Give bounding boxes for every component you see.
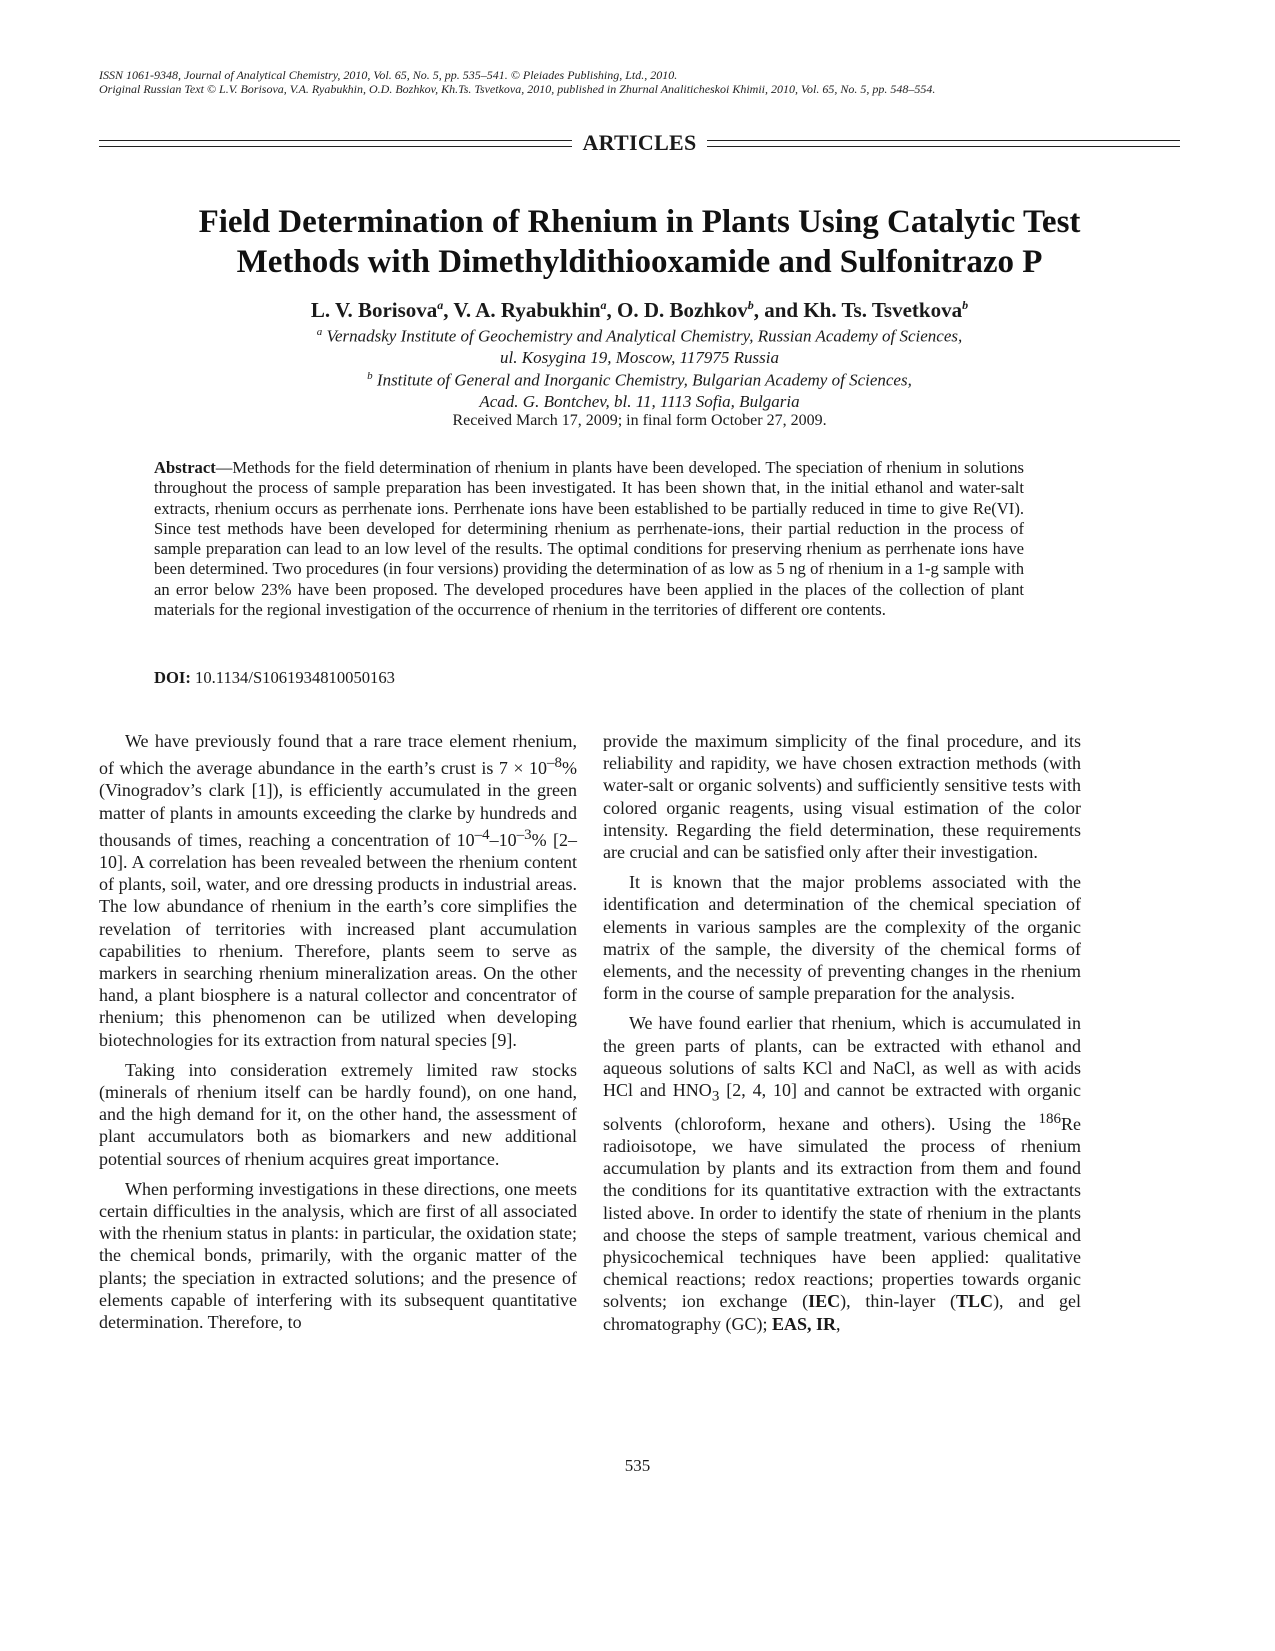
- affiliation-a: [99, 322, 1180, 368]
- affiliation-line: ul. Kosygina 19, Moscow, 117975 Russia: [500, 347, 779, 367]
- author-affil-mark: b: [962, 298, 969, 312]
- affiliation-line: Vernadsky Institute of Geochemistry and Analytical Chemistry, Russian Academy of Sciences,: [326, 326, 963, 346]
- author-name: Kh. Ts. Tsvetkova: [803, 298, 963, 322]
- page-number: 535: [624, 1456, 651, 1475]
- article-title: [99, 202, 1180, 282]
- doi-label: DOI:: [154, 668, 191, 687]
- abstract: [154, 458, 1024, 620]
- author-separator: ,: [606, 298, 618, 322]
- body-paragraph: We have previously found that a rare trace element rhenium, of which the average abundance in the earth’s crust is $7 \times 10^{-8}\%$ (Vinogradov’s clark [1]), is efficiently accumulated in the green matter of plants in amounts exceeding the clarke by hundreds and thousands of times, reaching a concentration of $10^{-4}-10^{-3}\%$ [2–10]. A correlation has been revealed between the rhenium content of plants, soil, water, and ore dressing products in industrial areas. The low abundance of rhenium in the earth’s core simplifies the revelation of territories with increased plant accumulation capabilities to rhenium. Therefore, plants seem to serve as markers in searching rhenium mineralization areas. On the other hand, a plant biosphere is a natural collector and concentrator of rhenium; this phenomenon can be utilized when developing biotechnologies for its extraction from natural species [9].: [99, 731, 577, 1050]
- doi: [154, 667, 395, 688]
- abstract-text: Methods for the field determination of rhenium in plants have been developed. The speciation of rhenium in solutions throughout the process of sample preparation has been investigated. It has been shown that, in the initial ethanol and water-salt extracts, rhenium occurs as perrhenate ions. Perrhenate ions have been established to be partially reduced in time to give Re(VI). Since test methods have been developed for determining rhenium as perrhenate-ions, their partial reduction in the process of sample preparation can lead to an low level of the results. The optimal conditions for preserving rhenium as perrhenate ions have been determined. Two procedures (in four versions) providing the determination of as low as 5 ng of rhenium in a 1-g sample with an error below 23% have been proposed. The developed procedures have been applied in the places of the collection of plant materials for the regional investigation of the occurrence of rhenium in the territories of different ore contents.: [154, 458, 1024, 620]
- author-affil-mark: a: [437, 298, 444, 312]
- affiliation-line: Acad. G. Bontchev, bl. 11, 1113 Sofia, Bulgaria: [479, 391, 800, 411]
- section-label: ARTICLES: [582, 130, 697, 155]
- original-text-note: Original Russian Text © L.V. Borisova, V.A. Ryabukhin, O.D. Bozhkov, Kh.Ts. Tsvetkova, 2010, published in Zhurnal Analiticheskoi Khimii, 2010, Vol. 65, No. 5, pp. 548–554.: [99, 82, 936, 96]
- affiliation-mark: a: [316, 326, 323, 338]
- doi-value: 10.1134/S1061934810050163: [195, 668, 395, 687]
- rule-right: [707, 140, 1180, 147]
- author-name: V. A. Ryabukhin: [453, 298, 601, 322]
- affiliation-line: Institute of General and Inorganic Chemistry, Bulgarian Academy of Sciences,: [376, 370, 912, 390]
- abstract-dash: —: [215, 458, 233, 477]
- body-column-right: [603, 730, 1081, 1343]
- body-column-left: [99, 730, 577, 1341]
- journal-header: [99, 68, 1179, 96]
- author-name: L. V. Borisova: [310, 298, 438, 322]
- author-separator: ,: [443, 298, 454, 322]
- received-dates: Received March 17, 2009; in final form October 27, 2009.: [452, 412, 827, 429]
- body-paragraph: Taking into consideration extremely limited raw stocks (minerals of rhenium itself can be hardly found), on one hand, and the high demand for it, on the other hand, the assessment of plant accumulators both as biomarkers and new additional potential sources of rhenium acquires great importance.: [99, 1059, 577, 1169]
- body-paragraph: It is known that the major problems associated with the identification and determination of the chemical speciation of elements in various samples are the complexity of the organic matrix of the sample, the diversity of the chemical forms of elements, and the necessity of preventing changes in the rhenium form in the course of sample preparation for the analysis.: [603, 872, 1081, 1004]
- affiliation-b: [99, 366, 1180, 412]
- title-line-1: Field Determination of Rhenium in Plants Using Catalytic Test: [198, 204, 1081, 240]
- section-heading: [99, 130, 1180, 156]
- abstract-label: Abstract: [154, 458, 216, 477]
- author-affil-mark: a: [600, 298, 607, 312]
- affiliation-mark: b: [367, 370, 373, 382]
- body-paragraph: provide the maximum simplicity of the final procedure, and its reliability and rapidity, we have chosen extraction methods (with water-salt or organic solvents) and sufficiently sensitive tests with colored organic reagents, using visual estimation of the color intensity. Regarding the field determination, these requirements are crucial and can be satisfied only after their investigation.: [603, 731, 1081, 863]
- body-paragraph: We have found earlier that rhenium, which is accumulated in the green parts of plants, can be extracted with ethanol and aqueous solutions of salts KCl and NaCl, as well as with acids HCl and $HNO_3$ [2, 4, 10] and cannot be extracted with organic solvents (chloroform, hexane and others). Using the $^{186}$Re radioisotope, we have simulated the process of rhenium accumulation by plants and its extraction from them and found the conditions for its quantitative extraction with the extractants listed above. In order to identify the state of rhenium in the plants and choose the steps of sample treatment, various chemical and physicochemical techniques have been applied: qualitative chemical reactions; redox reactions; properties towards organic solvents; ion exchange (IEC), thin-layer (TLC), and gel chromatography (GC); EAS, IR,: [603, 1013, 1081, 1334]
- author-name: O. D. Bozhkov: [617, 298, 748, 322]
- journal-citation: ISSN 1061-9348, Journal of Analytical Chemistry, 2010, Vol. 65, No. 5, pp. 535–541. © Pleiades Publishing, Ltd., 2010.: [99, 68, 678, 82]
- author-list: [99, 292, 1180, 323]
- author-separator: , and: [753, 298, 804, 322]
- rule-left: [99, 140, 572, 147]
- body-paragraph: When performing investigations in these directions, one meets certain difficulties in the analysis, which are first of all associated with the rhenium status in plants: in particular, the oxidation state; the chemical bonds, primarily, with the organic matter of the plants; the speciation in extracted solutions; and the presence of elements capable of interfering with its subsequent quantitative determination. Therefore, to: [99, 1178, 577, 1333]
- title-line-2: Methods with Dimethyldithiooxamide and Sulfonitrazo P: [236, 244, 1043, 280]
- author-affil-mark: b: [747, 298, 754, 312]
